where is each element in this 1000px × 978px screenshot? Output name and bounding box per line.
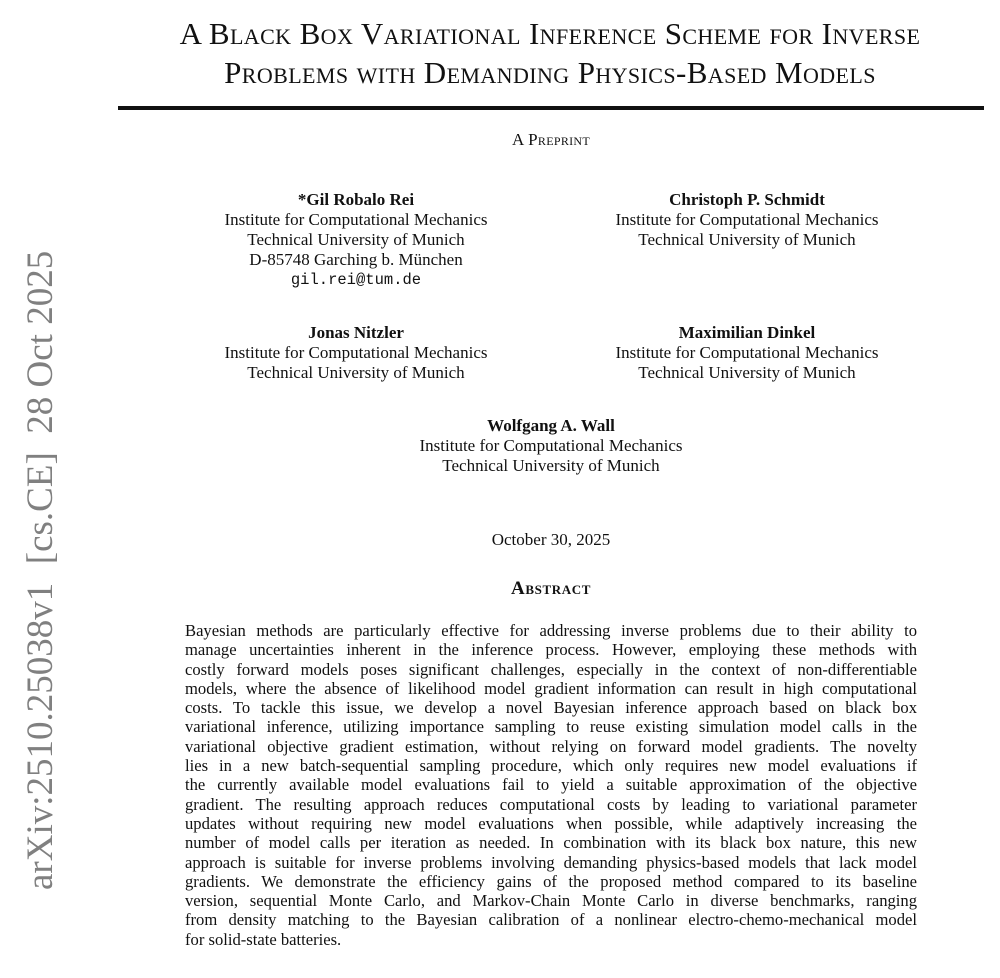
abstract-line: gradient. The resulting approach reduces computational costs by leading to variational parameter: [185, 794, 917, 814]
author-block: [176, 323, 536, 383]
author-email[interactable]: gil.rei@tum.de: [290, 271, 422, 289]
author-name: Jonas Nitzler: [308, 323, 404, 342]
author-affiliation: Technical University of Munich: [442, 456, 660, 475]
author-name: Christoph P. Schmidt: [669, 190, 825, 209]
author-affiliation: Institute for Computational Mechanics: [419, 436, 683, 455]
abstract-body: [185, 621, 917, 949]
abstract-line: for solid-state batteries.: [185, 929, 342, 949]
author-affiliation: Institute for Computational Mechanics: [224, 210, 488, 229]
author-block: [371, 416, 731, 476]
abstract-heading: Abstract: [511, 578, 591, 599]
abstract-line: costs. To tackle this issue, we develop a novel Bayesian inference approach based on black box: [185, 698, 917, 718]
author-block: [567, 323, 927, 383]
abstract-line: variational inference, utilizing importance sampling to reuse existing simulation model calls in the: [185, 717, 917, 737]
author-affiliation: Technical University of Munich: [247, 363, 465, 382]
preprint-label: A Preprint: [511, 130, 591, 149]
abstract-line: variational objective gradient estimation, without relying on forward model gradients. The novelty: [185, 736, 917, 756]
author-block: [567, 190, 927, 250]
abstract-line: the currently available model evaluations fail to yield a suitable approximation of the objective: [185, 775, 917, 795]
author-affiliation: Institute for Computational Mechanics: [615, 210, 879, 229]
arxiv-identifier: arXiv:2510.25038v1 [cs.CE] 28 Oct 2025: [20, 250, 61, 890]
author-block: [176, 190, 536, 290]
abstract-line: updates without requiring new model evaluations when possible, while adaptively increasing the: [185, 813, 917, 833]
abstract-line: gradients. We demonstrate the efficiency gains of the proposed method compared to its baseline: [185, 871, 917, 891]
abstract-line: Bayesian methods are particularly effective for addressing inverse problems due to their ability to: [185, 621, 917, 640]
author-affiliation: Technical University of Munich: [638, 363, 856, 382]
author-name: *Gil Robalo Rei: [297, 190, 415, 209]
paper-title: [100, 14, 1000, 92]
author-name: Wolfgang A. Wall: [487, 416, 615, 435]
paper-date: October 30, 2025: [491, 530, 611, 549]
author-name: Maximilian Dinkel: [678, 323, 816, 342]
author-affiliation: Institute for Computational Mechanics: [615, 343, 879, 362]
author-affiliation: Technical University of Munich: [247, 230, 465, 249]
title-line: Problems with Demanding Physics-Based Models: [224, 55, 876, 90]
abstract-line: from density matching to the Bayesian calibration of a nonlinear electro-chemo-mechanical model: [185, 910, 917, 930]
abstract-line: models, where the absence of likelihood model gradient information can result in high computational: [185, 678, 917, 698]
abstract-line: manage uncertainties inherent in the inference process. However, employing these methods with: [185, 640, 917, 660]
title-rule: [118, 106, 984, 110]
author-affiliation: Technical University of Munich: [638, 230, 856, 249]
title-line: A Black Box Variational Inference Scheme for Inverse: [179, 16, 921, 51]
abstract-line: number of model calls per iteration as needed. In combination with its black box nature, this new: [185, 833, 917, 853]
abstract-line: lies in a new batch-sequential sampling procedure, which only requires new model evaluations if: [185, 756, 917, 776]
author-affiliation: Institute for Computational Mechanics: [224, 343, 488, 362]
abstract-line: approach is suitable for inverse problems involving demanding physics-based models that lack model: [185, 852, 917, 872]
abstract-line: version, sequential Monte Carlo, and Markov-Chain Monte Carlo in diverse benchmarks, ranging: [185, 891, 917, 911]
author-address: D-85748 Garching b. München: [249, 250, 463, 269]
abstract-line: costly forward models poses significant challenges, especially in the context of non-differentiable: [185, 659, 917, 679]
